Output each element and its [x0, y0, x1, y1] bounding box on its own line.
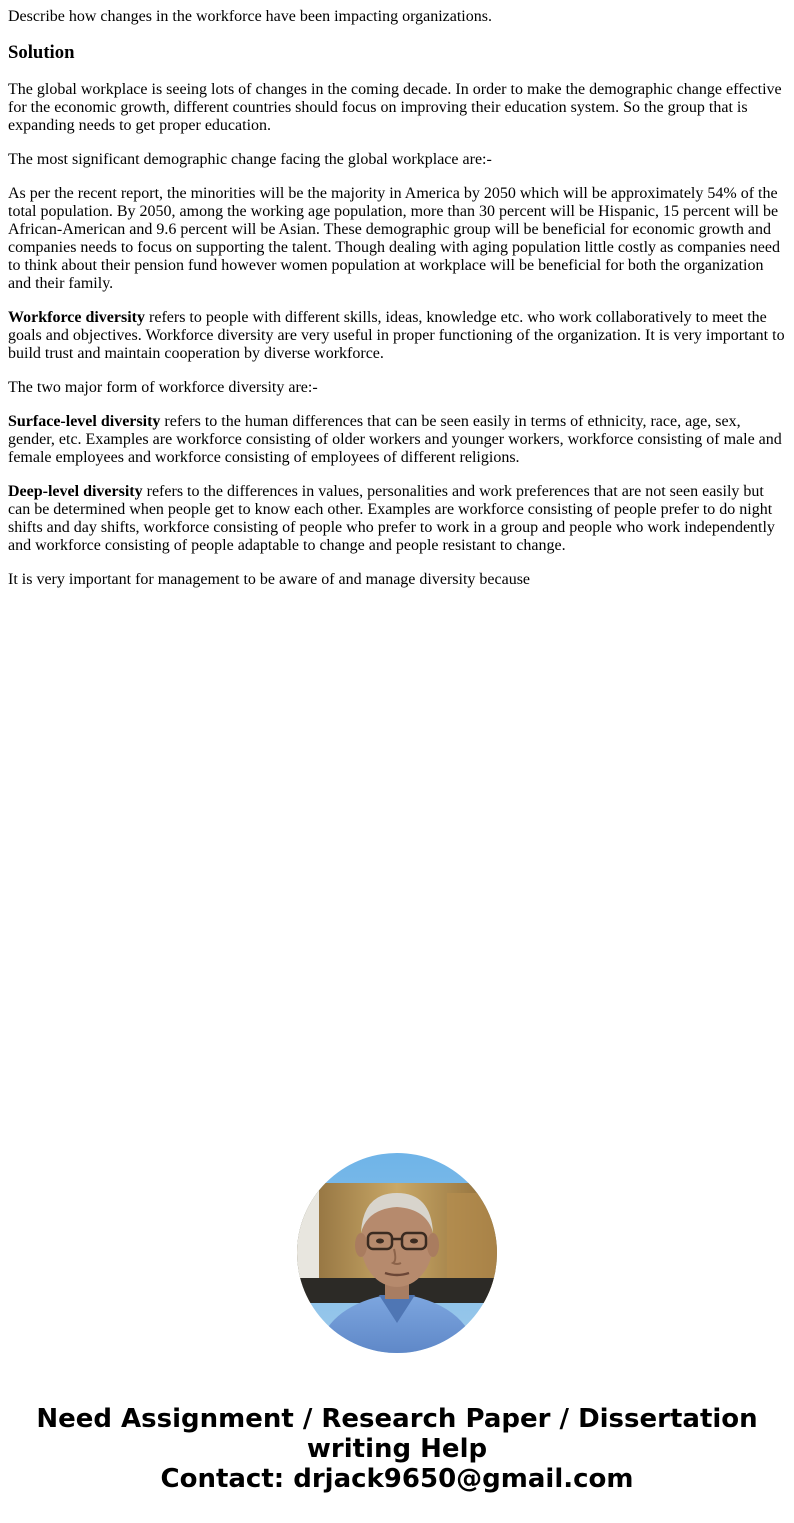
- author-avatar: [297, 1153, 497, 1353]
- term-workforce-diversity: Workforce diversity: [8, 309, 146, 326]
- article-body: [8, 8, 786, 605]
- promo-line-1: Need Assignment / Research Paper / Dissertation: [36, 1404, 758, 1434]
- term-surface-level: Surface-level diversity: [8, 413, 161, 430]
- paragraph-surface-level: [8, 413, 786, 467]
- promo-line-2: writing Help: [306, 1434, 488, 1464]
- paragraph-deep-level: [8, 483, 786, 555]
- question-text: Describe how changes in the workforce have been impacting organizations.: [8, 8, 492, 25]
- paragraph-demographic-lead: The most significant demographic change facing the global workplace are:-: [8, 151, 492, 168]
- term-deep-level: Deep-level diversity: [8, 483, 143, 500]
- paragraph-management: It is very important for management to be aware of and manage diversity because: [8, 571, 531, 588]
- paragraph-demographic-report: As per the recent report, the minorities will be the majority in America by 2050 which will be approximately 54% of the total population. By 2050, among the working age population, more than 30 percent will be Hispanic, 15 percent will be African-American and 9.6 percent will be Asian. These demographic group will be beneficial for economic growth and companies needs to focus on supporting the talent. Though dealing with aging population little costly as companies need to think about their pension fund however women population at workplace will be beneficial for both the organization and their family.: [8, 185, 780, 292]
- definition-deep-level: refers to the differences in values, personalities and work preferences that are not seen easily but can be determined when people get to know each other. Examples are workforce consisting of people prefer to do night shifts and day shifts, workforce consisting of people who prefer to work in a group and people who work independently and workforce consisting of people adaptable to change and people resistant to change.: [8, 483, 775, 554]
- paragraph-workforce-diversity: [8, 309, 786, 363]
- solution-heading: Solution: [8, 42, 75, 63]
- paragraph-intro: The global workplace is seeing lots of changes in the coming decade. In order to make the demographic change effective for the economic growth, different countries should focus on improving their education system. So the group that is expanding needs to get proper education.: [8, 81, 782, 134]
- promo-contact: Contact: drjack9650@gmail.com: [160, 1464, 634, 1494]
- promo-banner: [0, 1404, 794, 1494]
- paragraph-diversity-forms: The two major form of workforce diversity are:-: [8, 379, 318, 396]
- definition-surface-level: refers to the human differences that can be seen easily in terms of ethnicity, race, age, sex, gender, etc. Examples are workforce consisting of older workers and younger workers, workforce consisting of male and female employees and workforce consisting of employees of different religions.: [8, 413, 782, 466]
- author-photo-icon: [297, 1153, 497, 1353]
- definition-workforce-diversity: refers to people with different skills, ideas, knowledge etc. who work collaboratively to meet the goals and objectives. Workforce diversity are very useful in proper functioning of the organization. It is very important to build trust and maintain cooperation by diverse workforce.: [8, 309, 785, 362]
